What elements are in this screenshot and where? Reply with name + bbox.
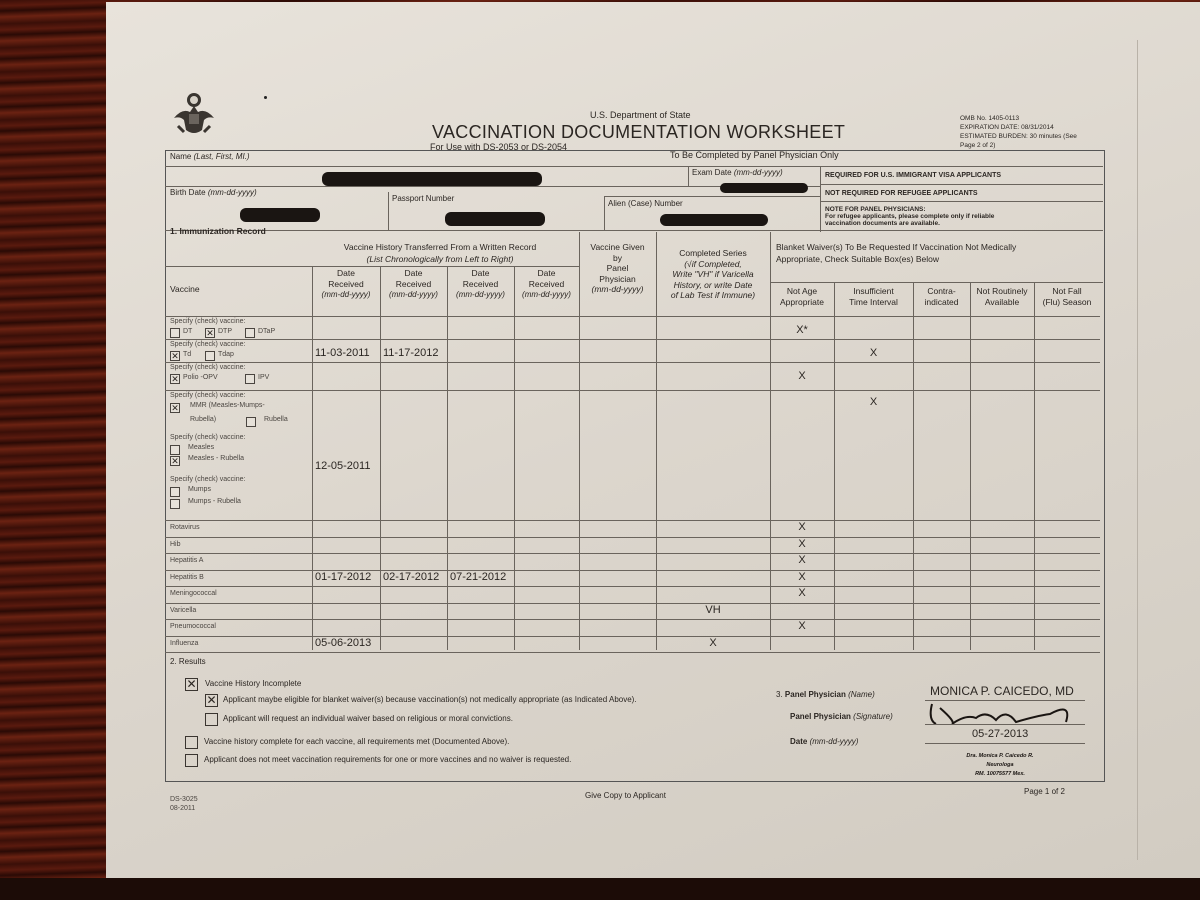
waiver-header: Blanket Waiver(s) To Be Requested If Vaccination Not Medically [776, 242, 1017, 252]
column-header-completed: of Lab Test if Immune) [670, 290, 756, 300]
column-header-given: Physician [599, 273, 636, 284]
omb-info [960, 114, 1100, 150]
grid-line [165, 603, 1100, 604]
specify-label: Specify (check) vaccine: [170, 364, 246, 371]
grid-line [970, 282, 971, 650]
vaccine-checkbox[interactable] [245, 374, 255, 384]
grid-line [380, 266, 381, 650]
mumps-label: Mumps [188, 486, 211, 493]
vaccine-name: Hepatitis B [170, 573, 204, 581]
fold-line [1137, 40, 1138, 860]
grid-line [834, 282, 835, 650]
date-hint: (mm-dd-yyyy) [809, 737, 859, 746]
column-header-given: (mm-dd-yyyy) [591, 284, 644, 294]
grid-line [165, 520, 1100, 521]
grid-line [514, 266, 515, 650]
vaccine-option-label: DTP [218, 328, 232, 335]
notice-required: REQUIRED FOR U.S. IMMIGRANT VISA APPLICANTS [825, 172, 1002, 179]
mmr-label: Rubella) [190, 416, 217, 423]
column-header-completed: Write "VH" if Varicella [672, 269, 754, 279]
rubella-checkbox[interactable] [246, 417, 256, 427]
grid-line [165, 339, 1100, 340]
waiver-mark[interactable]: X [798, 537, 806, 550]
vaccine-name: Meningococcal [170, 590, 217, 597]
column-header-waiver: indicated [924, 297, 959, 307]
waiver-mark[interactable]: X* [796, 324, 808, 336]
grid-line [165, 537, 1100, 538]
vaccine-checkbox[interactable] [170, 328, 180, 338]
date-label-text: Date [790, 737, 808, 746]
waiver-mark[interactable]: X [869, 347, 878, 359]
result-checkbox[interactable] [185, 678, 198, 691]
waiver-mark[interactable]: X [798, 570, 806, 583]
page-number: Page 1 of 2 [1024, 787, 1065, 796]
waiver-mark[interactable]: X [869, 396, 878, 408]
omb-line: OMB No. 1405-0113 [960, 115, 1020, 122]
column-header-given: by [613, 252, 622, 263]
column-header-given: Panel [606, 263, 629, 273]
omb-line: EXPIRATION DATE: 08/31/2014 [960, 124, 1054, 131]
grid-line [913, 282, 914, 650]
grid-line [312, 266, 313, 650]
grid-line [1034, 282, 1035, 650]
grid-line [165, 362, 1100, 363]
table-edge [0, 878, 1200, 900]
grid-line [165, 553, 1100, 554]
vaccine-option-label: Td [183, 351, 192, 358]
ink-dot [264, 96, 267, 99]
physician-signature-hint: (Signature) [853, 712, 893, 721]
grid-line [165, 636, 1100, 637]
great-seal-icon [168, 90, 220, 138]
date-received-value[interactable]: 12-05-2011 [315, 460, 371, 472]
column-header-waiver: Insufficient [853, 286, 894, 296]
column-header-date: Date [337, 268, 355, 278]
exam-date-label-text: Exam Date [692, 168, 732, 177]
waiver-mark[interactable]: X [798, 587, 806, 599]
stamp-line: Dra. Monica P. Caicedo R. [966, 753, 1034, 759]
vaccine-option-label: Polio -OPV [183, 374, 218, 381]
exam-date-redacted[interactable] [720, 183, 808, 193]
physician-name-value[interactable]: MONICA P. CAICEDO, MD [930, 684, 1074, 698]
vaccine-name: Varicella [170, 606, 197, 614]
vaccine-checkbox[interactable] [205, 351, 215, 361]
physician-stamp [950, 752, 1050, 779]
column-header-date: Received [395, 279, 432, 289]
result-checkbox[interactable] [185, 736, 198, 749]
column-header-completed: History, or write Date [673, 279, 753, 290]
stamp-line: Neurologa [986, 762, 1014, 768]
vaccine-name: Influenza [170, 639, 199, 647]
result-checkbox[interactable] [205, 713, 218, 726]
column-header-date: Received [528, 279, 565, 289]
column-header-waiver: Contra- [927, 286, 956, 296]
exam-date-label [692, 168, 783, 177]
specify-label: Specify (check) vaccine: [170, 476, 246, 483]
column-header-waiver: Not Routinely [976, 286, 1028, 296]
vaccine-name: Hib [170, 540, 181, 548]
vaccine-name: Hepatitis A [170, 557, 204, 564]
alien-number-redacted[interactable] [660, 214, 768, 226]
measles-rubella-label: Measles - Rubella [188, 455, 245, 462]
alien-number-label: Alien (Case) Number [608, 199, 683, 208]
vaccine-option-label: DTaP [258, 328, 276, 335]
completed-by-note: To Be Completed by Panel Physician Only [670, 150, 839, 160]
measles-label: Measles [188, 444, 215, 451]
mmr-label: MMR (Measles-Mumps- [190, 402, 265, 409]
birth-date-label-text: Birth Date [170, 188, 206, 197]
mumps-rubella-checkbox[interactable] [170, 499, 180, 509]
grid-line [447, 266, 448, 650]
column-header-completed: Completed Series [679, 248, 747, 258]
notice-note-line: For refugee applicants, please complete only if reliable [825, 213, 995, 220]
physician-name-label [776, 690, 875, 699]
column-header-waiver: Not Age [786, 286, 818, 296]
name-field-redacted[interactable] [322, 172, 542, 186]
vaccine-name: Rotavirus [170, 524, 200, 531]
exam-date-hint: (mm-dd-yyyy) [733, 168, 783, 177]
measles-rubella-checkbox[interactable] [170, 456, 180, 466]
physician-name-label-text: Panel Physician [784, 690, 846, 699]
date-received-value[interactable]: 07-21-2012 [450, 570, 507, 583]
mumps-rubella-label: Mumps - Rubella [188, 498, 241, 505]
waiver-mark[interactable]: X [798, 554, 806, 566]
specify-label: Specify (check) vaccine: [170, 392, 246, 399]
vaccine-checkbox[interactable] [245, 328, 255, 338]
column-header-date-format: (mm-dd-yyyy) [522, 290, 571, 299]
waiver-mark[interactable]: X [798, 370, 806, 382]
grid-line [165, 652, 1100, 653]
column-header-waiver: (Flu) Season [1042, 297, 1092, 307]
measles-checkbox[interactable] [170, 445, 180, 455]
date-received-value[interactable]: 11-17-2012 [383, 347, 439, 359]
grid-line [165, 570, 1100, 571]
notice-not-required: NOT REQUIRED FOR REFUGEE APPLICANTS [825, 190, 978, 197]
column-header-waiver: Time Interval [849, 297, 898, 307]
column-header-date: Received [328, 279, 364, 289]
column-header-date-format: (mm-dd-yyyy) [389, 290, 438, 299]
history-subheader: (List Chronologically from Left to Right) [366, 254, 514, 264]
result-checkbox[interactable] [205, 694, 218, 707]
name-label-text: Name [170, 152, 192, 161]
stamp-line: RM. 10075577 Mex. [975, 771, 1025, 777]
date-received-value[interactable]: 01-17-2012 [315, 570, 372, 583]
column-header-vaccine: Vaccine [170, 284, 200, 294]
completed-series-value[interactable]: VH [705, 603, 721, 616]
for-use-note: For Use with DS-2053 or DS-2054 [430, 142, 568, 152]
name-hint: (Last, First, MI.) [193, 152, 250, 161]
result-label: Vaccine history complete for each vaccine, all requirements met (Documented Above). [204, 737, 510, 746]
column-header-waiver: Available [984, 297, 1020, 307]
physician-signature-label [790, 712, 893, 721]
vaccine-checkbox[interactable] [205, 328, 215, 338]
physician-section-number: 3. [776, 690, 783, 699]
specify-label: Specify (check) vaccine: [170, 434, 246, 441]
physician-name-hint: (Name) [848, 690, 875, 699]
result-label: Applicant does not meet vaccination requirements for one or more vaccines and no waiver is requested. [204, 755, 572, 764]
vaccine-name: Pneumococcal [170, 623, 216, 630]
birth-date-redacted[interactable] [240, 208, 320, 222]
immunization-section-title: 1. Immunization Record [170, 226, 266, 236]
column-header-date-format: (mm-dd-yyyy) [321, 290, 371, 299]
name-label [170, 152, 250, 161]
grid-line [579, 232, 580, 650]
history-header: Vaccine History Transferred From a Written Record [343, 242, 537, 252]
date-received-value[interactable]: 05-06-2013 [315, 636, 372, 649]
waiver-mark[interactable]: X [798, 620, 806, 632]
column-header-date: Date [471, 268, 490, 278]
vaccine-option-label: DT [183, 328, 193, 335]
give-copy-note: Give Copy to Applicant [585, 791, 666, 800]
date-label [790, 737, 858, 746]
passport-label: Passport Number [392, 194, 455, 203]
physician-date-value[interactable]: 05-27-2013 [972, 728, 1029, 740]
notice-note-line: vaccination documents are available. [825, 220, 940, 227]
column-header-waiver: Not Fall [1052, 286, 1082, 296]
column-header-waiver: Appropriate [780, 297, 824, 307]
date-received-value[interactable]: 11-03-2011 [315, 347, 370, 359]
omb-line: Page 2 of 2) [960, 142, 996, 149]
column-header-completed: (√if Completed, [684, 258, 742, 269]
waiver-mark[interactable]: X [798, 521, 806, 533]
physician-signature-label-text: Panel Physician [790, 712, 851, 721]
department-name: U.S. Department of State [590, 110, 691, 120]
grid-line [165, 390, 1100, 391]
form-number: DS-3025 [170, 796, 198, 803]
column-header-date: Received [462, 279, 499, 289]
column-header-date: Date [537, 268, 556, 278]
specify-label: Specify (check) vaccine: [170, 318, 246, 325]
specify-label: Specify (check) vaccine: [170, 341, 246, 348]
grid-line [165, 266, 580, 267]
document-title: VACCINATION DOCUMENTATION WORKSHEET [432, 122, 846, 142]
date-received-value[interactable]: 02-17-2012 [383, 570, 440, 583]
mumps-checkbox[interactable] [170, 487, 180, 497]
completed-series-value[interactable]: X [709, 636, 717, 649]
column-header-date: Date [404, 268, 423, 278]
column-header-given: Vaccine Given [590, 242, 645, 252]
grid-line [165, 619, 1100, 620]
result-checkbox[interactable] [185, 754, 198, 767]
grid-line [165, 586, 1100, 587]
omb-line: ESTIMATED BURDEN: 30 minutes (See [960, 133, 1077, 140]
mmr-checkbox[interactable] [170, 403, 180, 413]
results-section-title: 2. Results [170, 657, 206, 666]
column-header-date-format: (mm-dd-yyyy) [456, 290, 505, 299]
grid-line [770, 282, 1103, 283]
vaccine-checkbox[interactable] [170, 351, 180, 361]
birth-date-hint: (mm-dd-yyyy) [207, 188, 257, 197]
result-label: Vaccine History Incomplete [205, 679, 302, 688]
notice-note-title: NOTE FOR PANEL PHYSICIANS: [825, 206, 926, 213]
birth-date-label [170, 188, 257, 197]
vaccine-checkbox[interactable] [170, 374, 180, 384]
vaccine-option-label: IPV [258, 374, 270, 381]
waiver-header: Appropriate, Check Suitable Box(es) Below [776, 254, 939, 264]
result-label: Applicant maybe eligible for blanket waiver(s) because vaccination(s) not medically appropriate (as Indicated Above). [223, 695, 637, 704]
rubella-label: Rubella [264, 416, 288, 423]
result-label: Applicant will request an individual waiver based on religious or moral convictions. [223, 714, 513, 723]
grid-line [165, 316, 1100, 317]
vaccine-option-label: Tdap [218, 351, 234, 358]
passport-redacted[interactable] [445, 212, 545, 226]
form-date: 08-2011 [170, 805, 196, 812]
